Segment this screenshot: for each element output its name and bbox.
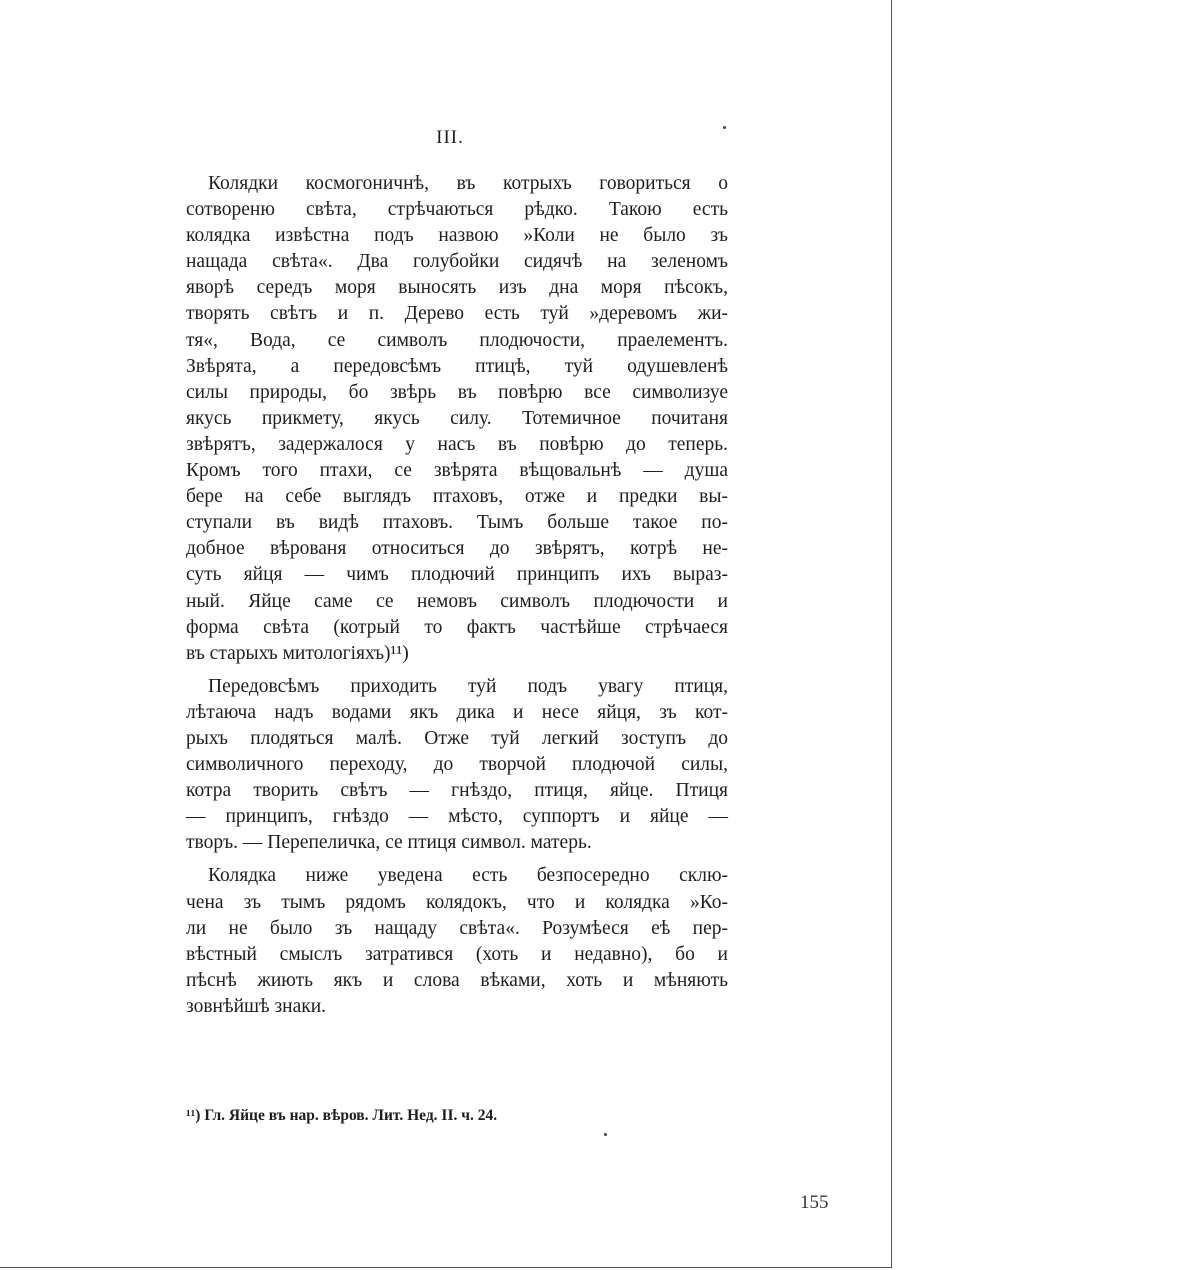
text-line: форма свѣта (котрый то фактъ частѣйше стрѣчаеся bbox=[186, 616, 728, 638]
text-line: ный. Яйце саме се немовъ символъ плодючости и bbox=[186, 590, 728, 612]
text-line: бере на себе выглядъ птаховъ, отже и предки вы- bbox=[186, 486, 728, 508]
text-line: творять свѣтъ и п. Дерево есть туй »деревомъ жи- bbox=[186, 303, 728, 325]
text-line: лѣтаюча надъ водами якъ дика и несе яйця, зъ кот- bbox=[186, 701, 728, 723]
text-line: пѣснѣ жиють якъ и слова вѣками, хоть и мѣняють bbox=[186, 969, 728, 991]
text-line: котра творить свѣтъ — гнѣздо, птиця, яйце. Птиця bbox=[186, 780, 728, 802]
paragraph bbox=[186, 171, 728, 667]
scan-speck bbox=[723, 126, 726, 129]
text-line: якусь прикмету, якусь силу. Тотемичное почитаня bbox=[186, 407, 728, 429]
text-line: Колядки космогоничнѣ, въ котрыхъ говориться о bbox=[208, 173, 728, 194]
text-line: рыхъ плодяться малѣ. Отже туй легкий зоступъ до bbox=[186, 727, 728, 749]
text-line: тя«, Вода, се символъ плодючости, праелементъ. bbox=[186, 329, 728, 351]
text-line: колядка извѣстна подъ назвою »Коли не было зъ bbox=[186, 225, 728, 247]
text-line: сотвореню свѣта, стрѣчаються рѣдко. Такою есть bbox=[186, 199, 728, 221]
text-line: Колядка ниже уведена есть безпосередно склю- bbox=[208, 865, 728, 887]
text-line: символичного переходу, до творчой плодючой силы, bbox=[186, 754, 728, 776]
text-line: нащада свѣта«. Два голубойки сидячѣ на зеленомъ bbox=[186, 251, 728, 273]
text-line: — принципъ, гнѣздо — мѣсто, суппортъ и яйце — bbox=[186, 806, 728, 828]
text-line: звѣрятъ, задержалося у насъ въ повѣрю до теперь. bbox=[186, 433, 728, 455]
text-line: яворѣ середъ моря выносять изъ дна моря пѣсокъ, bbox=[186, 277, 728, 299]
scan-speck bbox=[604, 1133, 607, 1136]
section-heading: III. bbox=[436, 127, 464, 148]
text-line: чена зъ тымъ рядомъ колядокъ, что и колядка »Ко- bbox=[186, 891, 728, 913]
text-line: Передовсѣмъ приходить туй подъ увагу птиця, bbox=[208, 675, 728, 697]
text-line: ступали въ видѣ птаховъ. Тымъ больше такое по- bbox=[186, 512, 728, 534]
text-line: суть яйця — чимъ плодючий принципъ ихъ выраз- bbox=[186, 564, 728, 586]
text-line: силы природы, бо звѣрь въ повѣрю все символизуе bbox=[186, 381, 728, 403]
text-line: ли не было зъ нащаду свѣта«. Розумѣеся еѣ пер- bbox=[186, 917, 728, 939]
paragraph bbox=[186, 674, 728, 857]
body-text bbox=[186, 171, 728, 1027]
text-line: Кромъ того птахи, се звѣрята вѣщовальнѣ — душа bbox=[186, 460, 728, 482]
paragraph bbox=[186, 863, 728, 1020]
text-line: вѣстный смыслъ затратився (хоть и недавно), бо и bbox=[186, 943, 728, 965]
text-line: творъ. — Перепеличка, се птиця символ. матерь. bbox=[186, 832, 592, 854]
footnote: ¹¹) Гл. Яйце въ нар. вѣров. Лит. Нед. II. ч. 24. bbox=[186, 1107, 498, 1124]
text-line: зовнѣйшѣ знаки. bbox=[186, 995, 327, 1017]
page-number: 155 bbox=[800, 1192, 829, 1213]
text-line: Звѣрята, а передовсѣмъ птицѣ, туй одушевленѣ bbox=[186, 355, 728, 377]
text-line: въ старыхъ митологiяхъ)¹¹) bbox=[186, 642, 409, 664]
text-line: добное вѣрованя относиться до звѣрятъ, котрѣ не- bbox=[186, 538, 728, 560]
